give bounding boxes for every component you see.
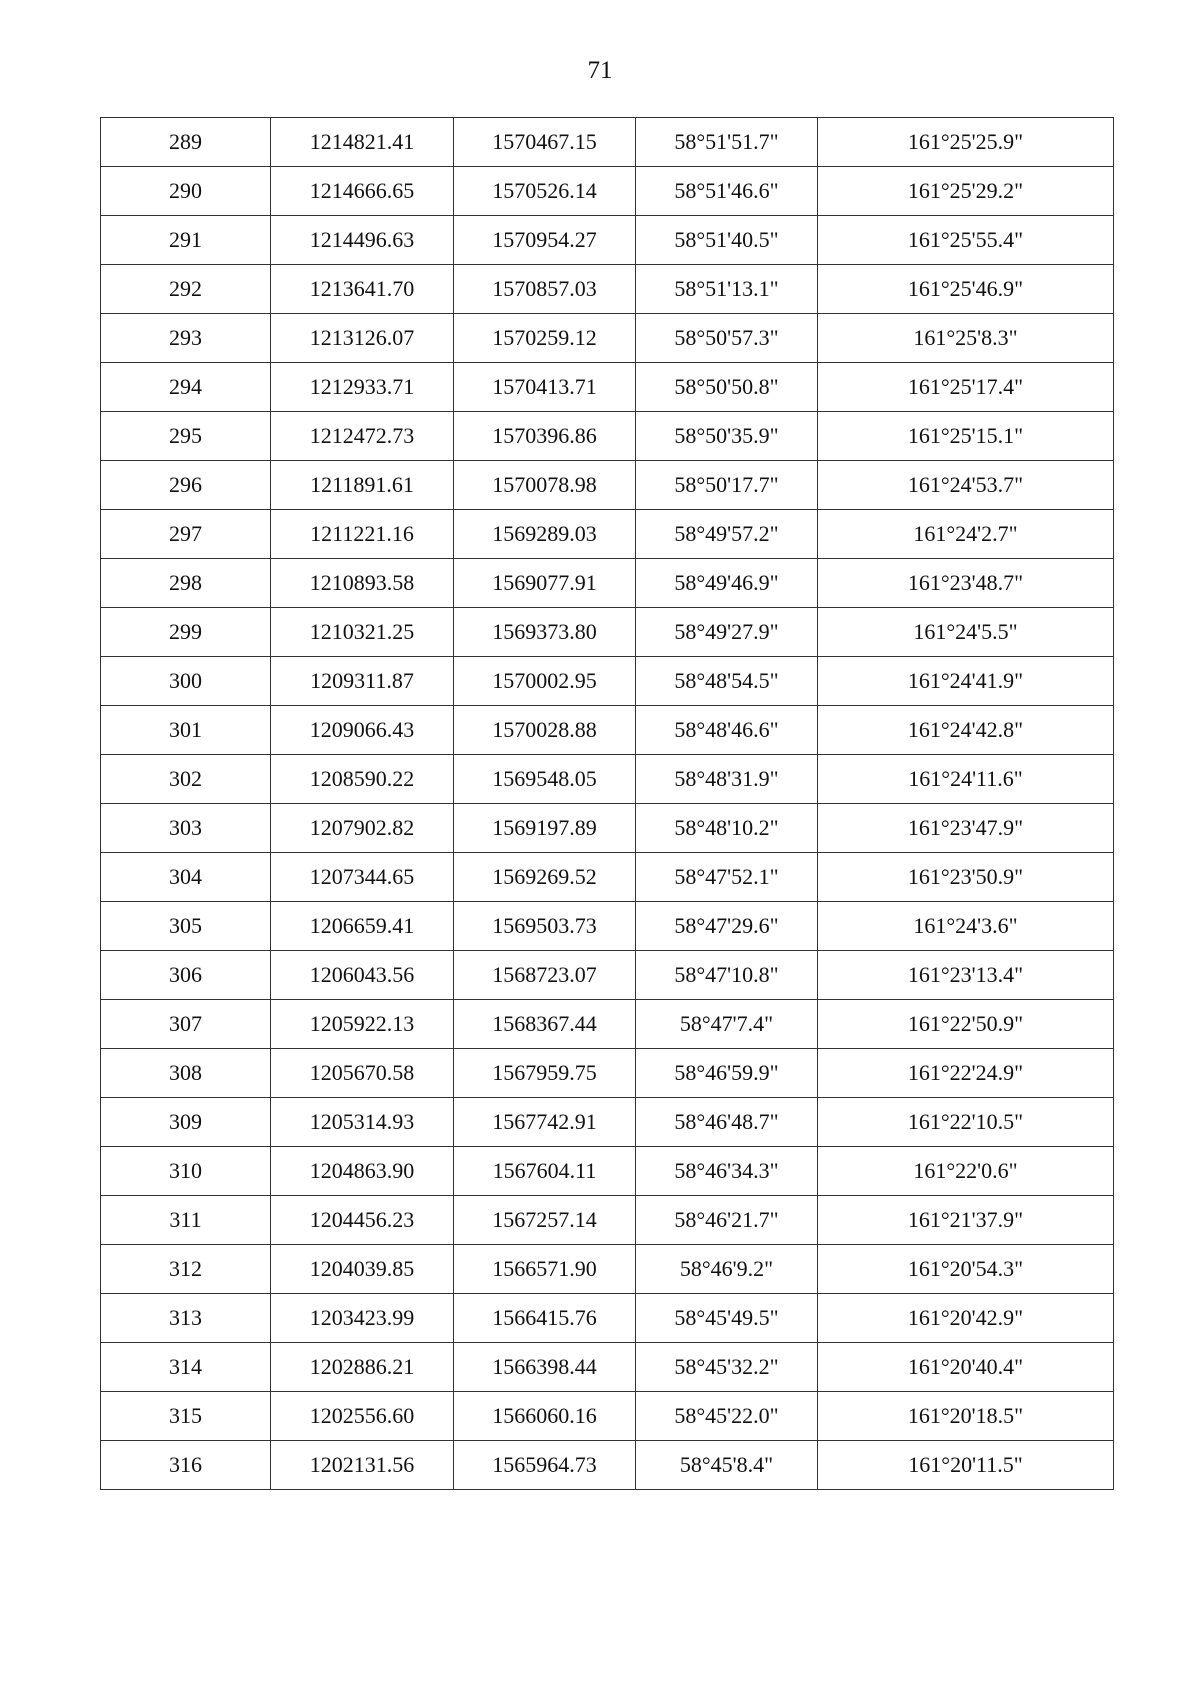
table-row [101, 1294, 1114, 1343]
y-coordinate-cell: 1568723.07 [454, 951, 636, 1000]
longitude-cell: 161°23'13.4" [818, 951, 1114, 1000]
y-coordinate-cell: 1565964.73 [454, 1441, 636, 1490]
table-row [101, 1049, 1114, 1098]
longitude-cell: 161°22'0.6" [818, 1147, 1114, 1196]
point-number-cell: 316 [101, 1441, 271, 1490]
longitude-cell: 161°25'15.1" [818, 412, 1114, 461]
point-number-cell: 294 [101, 363, 271, 412]
longitude-cell: 161°22'10.5" [818, 1098, 1114, 1147]
longitude-cell: 161°20'18.5" [818, 1392, 1114, 1441]
table-row [101, 1196, 1114, 1245]
longitude-cell: 161°24'2.7" [818, 510, 1114, 559]
latitude-cell: 58°49'57.2" [636, 510, 818, 559]
point-number-cell: 305 [101, 902, 271, 951]
x-coordinate-cell: 1209311.87 [271, 657, 454, 706]
point-number-cell: 291 [101, 216, 271, 265]
x-coordinate-cell: 1203423.99 [271, 1294, 454, 1343]
table-row [101, 1098, 1114, 1147]
y-coordinate-cell: 1569289.03 [454, 510, 636, 559]
point-number-cell: 306 [101, 951, 271, 1000]
x-coordinate-cell: 1210893.58 [271, 559, 454, 608]
y-coordinate-cell: 1570259.12 [454, 314, 636, 363]
x-coordinate-cell: 1206659.41 [271, 902, 454, 951]
table-row [101, 657, 1114, 706]
x-coordinate-cell: 1214666.65 [271, 167, 454, 216]
y-coordinate-cell: 1566060.16 [454, 1392, 636, 1441]
latitude-cell: 58°48'10.2" [636, 804, 818, 853]
x-coordinate-cell: 1214821.41 [271, 118, 454, 167]
latitude-cell: 58°51'46.6" [636, 167, 818, 216]
table-row [101, 804, 1114, 853]
point-number-cell: 303 [101, 804, 271, 853]
y-coordinate-cell: 1570002.95 [454, 657, 636, 706]
x-coordinate-cell: 1212933.71 [271, 363, 454, 412]
page-number: 71 [587, 57, 613, 84]
y-coordinate-cell: 1567604.11 [454, 1147, 636, 1196]
latitude-cell: 58°45'49.5" [636, 1294, 818, 1343]
longitude-cell: 161°25'46.9" [818, 265, 1114, 314]
longitude-cell: 161°23'48.7" [818, 559, 1114, 608]
y-coordinate-cell: 1566398.44 [454, 1343, 636, 1392]
latitude-cell: 58°50'50.8" [636, 363, 818, 412]
latitude-cell: 58°48'31.9" [636, 755, 818, 804]
x-coordinate-cell: 1214496.63 [271, 216, 454, 265]
table-row [101, 902, 1114, 951]
table-row [101, 1147, 1114, 1196]
latitude-cell: 58°48'46.6" [636, 706, 818, 755]
table-row [101, 265, 1114, 314]
y-coordinate-cell: 1570857.03 [454, 265, 636, 314]
latitude-cell: 58°46'59.9" [636, 1049, 818, 1098]
latitude-cell: 58°45'8.4" [636, 1441, 818, 1490]
table-row [101, 216, 1114, 265]
point-number-cell: 298 [101, 559, 271, 608]
longitude-cell: 161°25'25.9" [818, 118, 1114, 167]
point-number-cell: 313 [101, 1294, 271, 1343]
table-row [101, 167, 1114, 216]
longitude-cell: 161°24'53.7" [818, 461, 1114, 510]
table-row [101, 1000, 1114, 1049]
point-number-cell: 302 [101, 755, 271, 804]
point-number-cell: 312 [101, 1245, 271, 1294]
y-coordinate-cell: 1570467.15 [454, 118, 636, 167]
latitude-cell: 58°46'9.2" [636, 1245, 818, 1294]
latitude-cell: 58°49'46.9" [636, 559, 818, 608]
table-row [101, 706, 1114, 755]
x-coordinate-cell: 1202131.56 [271, 1441, 454, 1490]
x-coordinate-cell: 1204863.90 [271, 1147, 454, 1196]
y-coordinate-cell: 1569077.91 [454, 559, 636, 608]
point-number-cell: 296 [101, 461, 271, 510]
table-row [101, 412, 1114, 461]
table-row [101, 853, 1114, 902]
y-coordinate-cell: 1569548.05 [454, 755, 636, 804]
latitude-cell: 58°47'29.6" [636, 902, 818, 951]
longitude-cell: 161°20'54.3" [818, 1245, 1114, 1294]
table-row [101, 1392, 1114, 1441]
x-coordinate-cell: 1202886.21 [271, 1343, 454, 1392]
table-row [101, 461, 1114, 510]
table-row [101, 510, 1114, 559]
longitude-cell: 161°20'40.4" [818, 1343, 1114, 1392]
y-coordinate-cell: 1570954.27 [454, 216, 636, 265]
x-coordinate-cell: 1206043.56 [271, 951, 454, 1000]
point-number-cell: 315 [101, 1392, 271, 1441]
y-coordinate-cell: 1570078.98 [454, 461, 636, 510]
coordinates-table [100, 117, 1114, 1490]
point-number-cell: 289 [101, 118, 271, 167]
x-coordinate-cell: 1202556.60 [271, 1392, 454, 1441]
x-coordinate-cell: 1209066.43 [271, 706, 454, 755]
longitude-cell: 161°25'29.2" [818, 167, 1114, 216]
x-coordinate-cell: 1204039.85 [271, 1245, 454, 1294]
latitude-cell: 58°51'13.1" [636, 265, 818, 314]
y-coordinate-cell: 1569373.80 [454, 608, 636, 657]
table-row [101, 1343, 1114, 1392]
table-row [101, 559, 1114, 608]
y-coordinate-cell: 1570396.86 [454, 412, 636, 461]
point-number-cell: 290 [101, 167, 271, 216]
longitude-cell: 161°24'42.8" [818, 706, 1114, 755]
longitude-cell: 161°22'50.9" [818, 1000, 1114, 1049]
y-coordinate-cell: 1569197.89 [454, 804, 636, 853]
latitude-cell: 58°46'48.7" [636, 1098, 818, 1147]
latitude-cell: 58°45'32.2" [636, 1343, 818, 1392]
latitude-cell: 58°48'54.5" [636, 657, 818, 706]
table-row [101, 1441, 1114, 1490]
latitude-cell: 58°51'40.5" [636, 216, 818, 265]
longitude-cell: 161°24'5.5" [818, 608, 1114, 657]
point-number-cell: 295 [101, 412, 271, 461]
latitude-cell: 58°50'17.7" [636, 461, 818, 510]
longitude-cell: 161°25'17.4" [818, 363, 1114, 412]
table-row [101, 1245, 1114, 1294]
table-row [101, 755, 1114, 804]
x-coordinate-cell: 1212472.73 [271, 412, 454, 461]
y-coordinate-cell: 1570526.14 [454, 167, 636, 216]
latitude-cell: 58°47'10.8" [636, 951, 818, 1000]
table-row [101, 951, 1114, 1000]
x-coordinate-cell: 1205922.13 [271, 1000, 454, 1049]
x-coordinate-cell: 1205670.58 [271, 1049, 454, 1098]
table-row [101, 608, 1114, 657]
point-number-cell: 308 [101, 1049, 271, 1098]
point-number-cell: 310 [101, 1147, 271, 1196]
point-number-cell: 304 [101, 853, 271, 902]
point-number-cell: 309 [101, 1098, 271, 1147]
y-coordinate-cell: 1570413.71 [454, 363, 636, 412]
point-number-cell: 300 [101, 657, 271, 706]
x-coordinate-cell: 1211891.61 [271, 461, 454, 510]
point-number-cell: 299 [101, 608, 271, 657]
x-coordinate-cell: 1213126.07 [271, 314, 454, 363]
point-number-cell: 314 [101, 1343, 271, 1392]
latitude-cell: 58°47'7.4" [636, 1000, 818, 1049]
longitude-cell: 161°22'24.9" [818, 1049, 1114, 1098]
point-number-cell: 301 [101, 706, 271, 755]
x-coordinate-cell: 1207902.82 [271, 804, 454, 853]
latitude-cell: 58°47'52.1" [636, 853, 818, 902]
longitude-cell: 161°23'50.9" [818, 853, 1114, 902]
point-number-cell: 307 [101, 1000, 271, 1049]
y-coordinate-cell: 1566571.90 [454, 1245, 636, 1294]
y-coordinate-cell: 1569269.52 [454, 853, 636, 902]
x-coordinate-cell: 1213641.70 [271, 265, 454, 314]
longitude-cell: 161°23'47.9" [818, 804, 1114, 853]
y-coordinate-cell: 1570028.88 [454, 706, 636, 755]
y-coordinate-cell: 1568367.44 [454, 1000, 636, 1049]
longitude-cell: 161°25'55.4" [818, 216, 1114, 265]
latitude-cell: 58°46'34.3" [636, 1147, 818, 1196]
y-coordinate-cell: 1566415.76 [454, 1294, 636, 1343]
latitude-cell: 58°50'57.3" [636, 314, 818, 363]
y-coordinate-cell: 1569503.73 [454, 902, 636, 951]
table-row [101, 118, 1114, 167]
longitude-cell: 161°25'8.3" [818, 314, 1114, 363]
latitude-cell: 58°51'51.7" [636, 118, 818, 167]
x-coordinate-cell: 1205314.93 [271, 1098, 454, 1147]
longitude-cell: 161°21'37.9" [818, 1196, 1114, 1245]
table-row [101, 314, 1114, 363]
point-number-cell: 292 [101, 265, 271, 314]
latitude-cell: 58°50'35.9" [636, 412, 818, 461]
y-coordinate-cell: 1567257.14 [454, 1196, 636, 1245]
longitude-cell: 161°24'11.6" [818, 755, 1114, 804]
longitude-cell: 161°24'41.9" [818, 657, 1114, 706]
y-coordinate-cell: 1567959.75 [454, 1049, 636, 1098]
x-coordinate-cell: 1211221.16 [271, 510, 454, 559]
longitude-cell: 161°20'11.5" [818, 1441, 1114, 1490]
latitude-cell: 58°45'22.0" [636, 1392, 818, 1441]
latitude-cell: 58°49'27.9" [636, 608, 818, 657]
coordinates-table-body [101, 118, 1114, 1490]
table-row [101, 363, 1114, 412]
point-number-cell: 297 [101, 510, 271, 559]
point-number-cell: 293 [101, 314, 271, 363]
x-coordinate-cell: 1208590.22 [271, 755, 454, 804]
longitude-cell: 161°24'3.6" [818, 902, 1114, 951]
y-coordinate-cell: 1567742.91 [454, 1098, 636, 1147]
point-number-cell: 311 [101, 1196, 271, 1245]
latitude-cell: 58°46'21.7" [636, 1196, 818, 1245]
x-coordinate-cell: 1210321.25 [271, 608, 454, 657]
longitude-cell: 161°20'42.9" [818, 1294, 1114, 1343]
x-coordinate-cell: 1204456.23 [271, 1196, 454, 1245]
x-coordinate-cell: 1207344.65 [271, 853, 454, 902]
